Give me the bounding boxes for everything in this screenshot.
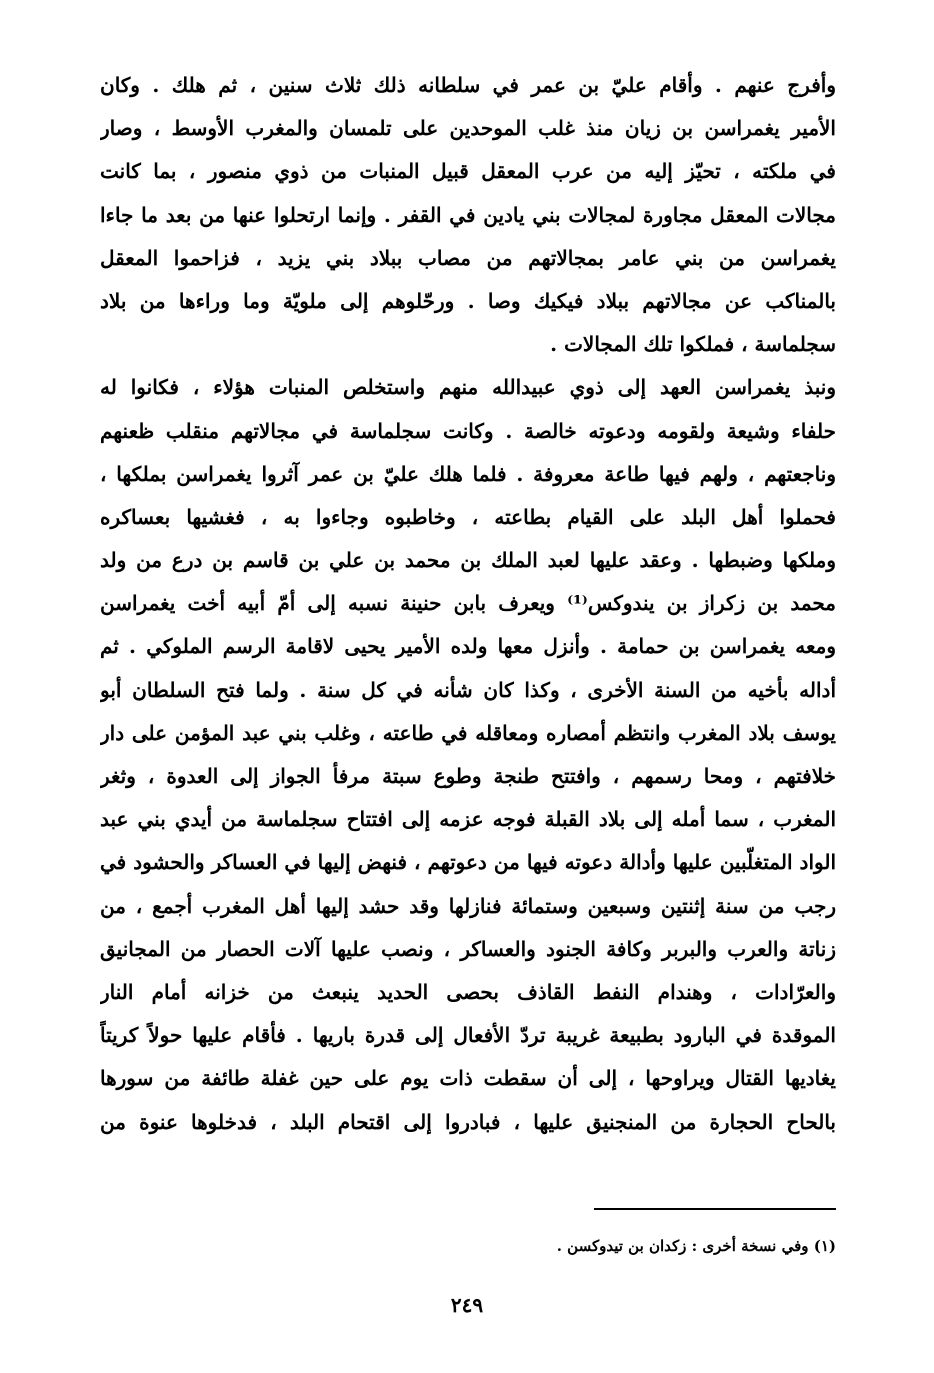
text-line: زناتة والعرب والبربر وكافة الجنود والعساكر ، ونصب عليها آلات الحصار من المجانيق bbox=[100, 936, 836, 961]
text-line: المغرب ، سما أمله إلى بلاد القبلة فوجه عزمه إلى افتتاح سجلماسة من أيدي بني عبد bbox=[100, 807, 836, 832]
footnote: (١) وفي نسخة أخرى : زكدان بن تيدوكسن . bbox=[556, 1237, 836, 1255]
text-line: فحملوا أهل البلد على القيام بطاعته ، وخاطبوه وجاءوا به ، فغشيها بعساكره bbox=[100, 504, 836, 529]
text-line: ومعه يغمراسن بن حمامة . وأنزل معها ولده الأمير يحيى لاقامة الرسم الملوكي . ثم bbox=[100, 634, 836, 659]
text-line: الواد المتغلّبين عليها وأدالة دعوته فيها من دعوتهم ، فنهض إليها في العساكر والحشود في bbox=[100, 850, 836, 875]
text-line: الأمير يغمراسن بن زيان منذ غلب الموحدين على تلمسان والمغرب الأوسط ، وصار bbox=[100, 116, 836, 141]
text-line: أداله بأخيه من السنة الأخرى ، وكذا كان شأنه في كل سنة . ولما فتح السلطان أبو bbox=[100, 677, 836, 702]
main-text bbox=[100, 64, 836, 1144]
text-line: مجالات المعقل مجاورة لمجالات بني يادين في القفر . وإنما ارتحلوا عنها من بعد ما جاءا bbox=[100, 202, 836, 227]
text-line: بالمناكب عن مجالاتهم ببلاد فيكيك وصا . ورحّلوهم إلى ملويّة وما وراءها من بلاد bbox=[100, 288, 836, 313]
text-line: في ملكته ، تحيّز إليه من عرب المعقل قبيل المنبات من ذوي منصور ، بما كانت bbox=[100, 159, 836, 184]
text-line: وناجعتهم ، ولهم فيها طاعة معروفة . فلما هلك عليّ بن عمر آثروا يغمراسن بملكها ، bbox=[100, 461, 836, 486]
page-number: ٢٤٩ bbox=[450, 1293, 484, 1317]
text-line: وملكها وضبطها . وعقد عليها لعبد الملك بن محمد بن علي بن قاسم بن درع من ولد bbox=[100, 548, 836, 573]
text-line: حلفاء وشيعة ولقومه ودعوته خالصة . وكانت سجلماسة في مجالاتهم منقلب ظعنهم bbox=[100, 418, 836, 443]
text-line: بالحاح الحجارة من المنجنيق عليها ، فبادروا إلى اقتحام البلد ، فدخلوها عنوة من bbox=[100, 1109, 836, 1134]
footnote-divider bbox=[594, 1208, 836, 1210]
text-line: ونبذ يغمراسن العهد إلى ذوي عبيدالله منهم واستخلص المنبات هؤلاء ، فكانوا له bbox=[100, 375, 836, 400]
text-line: يوسف بلاد المغرب وانتظم أمصاره ومعاقله في طاعته ، وغلب بني عبد المؤمن على دار bbox=[100, 720, 836, 745]
text-line: يغاديها القتال ويراوحها ، إلى أن سقطت ذات يوم على حين غفلة طائفة من سورها bbox=[100, 1066, 836, 1091]
text-line: محمد بن زكراز بن يندوكس⁽¹⁾ ويعرف بابن حنينة نسبه إلى أمّ أبيه أخت يغمراسن bbox=[100, 591, 836, 616]
text-line: يغمراسن من بني عامر بمجالاتهم من مصاب ببلاد بني يزيد ، فزاحموا المعقل bbox=[100, 245, 836, 270]
text-line: والعرّادات ، وهندام النفط القاذف بحصى الحديد ينبعث من خزانه أمام النار bbox=[100, 979, 836, 1004]
text-line: الموقدة في البارود بطبيعة غريبة تردّ الأفعال إلى قدرة باريها . فأقام عليها حولاً كريتاً bbox=[100, 1023, 836, 1048]
text-line: وأفرج عنهم . وأقام عليّ بن عمر في سلطانه ذلك ثلاث سنين ، ثم هلك . وكان bbox=[100, 73, 836, 97]
text-line: رجب من سنة إثنتين وسبعين وستمائة فنازلها وقد حشد إليها أهل المغرب أجمع ، من bbox=[100, 893, 836, 918]
text-line: خلافتهم ، ومحا رسمهم ، وافتتح طنجة وطوع سبتة مرفأ الجواز إلى العدوة ، وثغر bbox=[100, 764, 836, 788]
text-line: سجلماسة ، فملكوا تلك المجالات . bbox=[550, 332, 836, 357]
